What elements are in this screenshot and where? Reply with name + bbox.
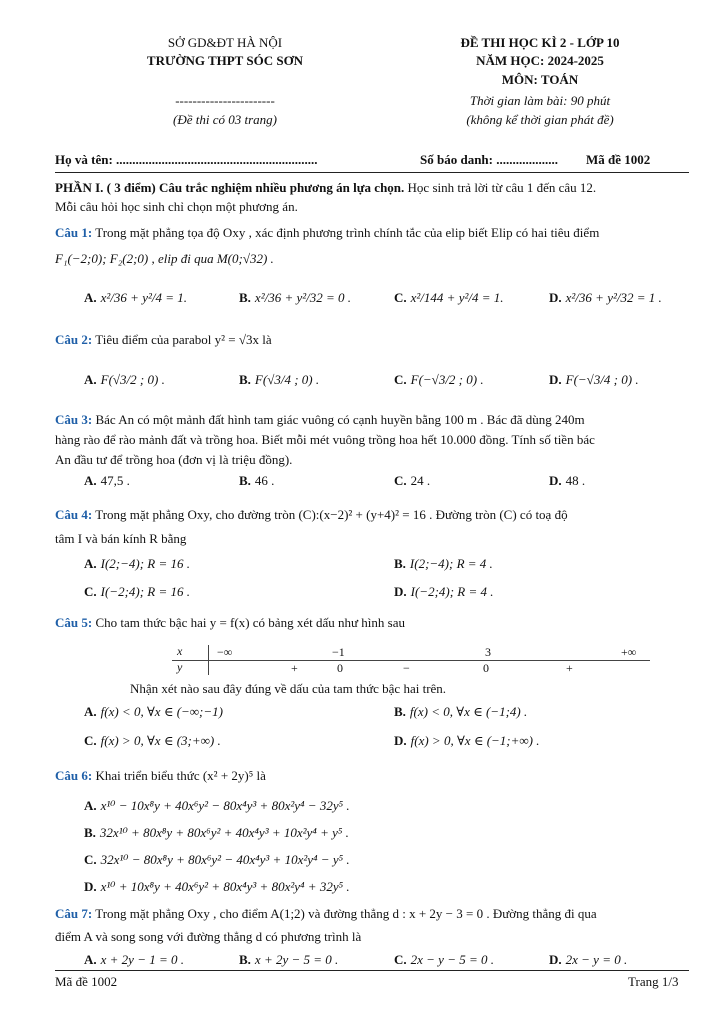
option-letter: B.: [394, 704, 406, 719]
sign-table-y-value: 0: [483, 661, 489, 675]
question-2-options: [84, 372, 704, 388]
option-letter: A.: [84, 290, 97, 305]
option-letter: A.: [84, 473, 97, 488]
option-text: 24 .: [410, 473, 431, 488]
question-3: [55, 412, 585, 428]
part1-instruction: Học sinh trả lời từ câu 1 đến câu 12.: [404, 180, 597, 195]
question-text: Trong mặt phẳng Oxy , cho điểm A(1;2) và đường thẳng d : x + 2y − 3 = 0 . Đường thẳng đi qua: [92, 906, 597, 921]
option-d[interactable]: [394, 584, 704, 600]
option-letter: B.: [84, 825, 96, 840]
part1-instruction-2: Mỗi câu hỏi học sinh chỉ chọn một phương án.: [55, 199, 298, 214]
option-letter: D.: [549, 952, 562, 967]
option-letter: D.: [394, 733, 407, 748]
option-a[interactable]: [84, 952, 239, 968]
sign-table-x-value: −∞: [217, 645, 233, 659]
time-note: (không kể thời gian phát đề): [466, 112, 614, 127]
option-b[interactable]: [239, 952, 394, 968]
question-6: [55, 768, 266, 784]
page-number: Trang 1/3: [628, 974, 679, 989]
option-text: x + 2y − 1 = 0 .: [100, 952, 184, 967]
option-text: x + 2y − 5 = 0 .: [254, 952, 339, 967]
sign-table-vertical: [208, 645, 209, 675]
option-letter: D.: [549, 473, 562, 488]
option-text: x²/36 + y²/32 = 1 .: [565, 290, 662, 305]
option-a[interactable]: [84, 704, 394, 720]
question-1: [55, 225, 599, 241]
option-letter: A.: [84, 798, 97, 813]
option-text: 32x¹⁰ − 80x⁸y + 80x⁶y² − 40x⁴y³ + 10x²y⁴ − y⁵ .: [100, 852, 350, 867]
time-limit: Thời gian làm bài: 90 phút: [469, 93, 611, 108]
question-label: Câu 4:: [55, 507, 93, 522]
option-letter: D.: [549, 290, 562, 305]
exam-code: Mã đề 1002: [586, 152, 651, 167]
option-text: I(2;−4); R = 4 .: [409, 556, 493, 571]
option-letter: C.: [394, 952, 407, 967]
option-text: f(x) < 0, ∀x ∈ (−1;4) .: [409, 704, 528, 719]
option-text: 2x − y − 5 = 0 .: [410, 952, 494, 967]
student-id-field: Số báo danh: ...................: [420, 152, 558, 167]
option-letter: A.: [84, 372, 97, 387]
option-letter: B.: [394, 556, 406, 571]
question-5-options-cd: [84, 733, 704, 749]
question-text: Tiêu điểm của parabol y² = √3x là: [92, 332, 272, 347]
option-text: 48 .: [565, 473, 586, 488]
option-d[interactable]: [394, 733, 704, 749]
question-label: Câu 7:: [55, 906, 93, 921]
question-text: Trong mặt phẳng Oxy, cho đường tròn (C):(x−2)² + (y+4)² = 16 . Đường tròn (C) có toạ độ: [92, 507, 568, 522]
question-5-options-ab: [84, 704, 704, 720]
exam-title: ĐỀ THI HỌC KÌ 2 - LỚP 10: [460, 35, 620, 50]
sign-table-y-value: +: [291, 661, 298, 675]
option-letter: D.: [549, 372, 562, 387]
option-text: x¹⁰ + 10x⁸y + 40x⁶y² + 80x⁴y³ + 80x²y⁴ + 32y⁵ .: [100, 879, 350, 894]
question-label: Câu 3:: [55, 412, 93, 427]
option-text: 47,5 .: [100, 473, 130, 488]
part1-heading: [55, 180, 596, 196]
option-letter: D.: [394, 584, 407, 599]
option-letter: A.: [84, 704, 97, 719]
option-text: x²/36 + y²/4 = 1.: [100, 290, 187, 305]
school-year: NĂM HỌC: 2024-2025: [476, 53, 604, 68]
question-4-line2: tâm I và bán kính R bằng: [55, 531, 187, 546]
option-letter: A.: [84, 556, 97, 571]
option-c[interactable]: [84, 733, 394, 749]
option-a[interactable]: [84, 372, 239, 388]
option-letter: C.: [394, 473, 407, 488]
option-letter: A.: [84, 952, 97, 967]
option-text: F(√3/4 ; 0) .: [254, 372, 320, 387]
option-text: I(−2;4); R = 4 .: [410, 584, 494, 599]
question-text: Cho tam thức bậc hai y = f(x) có bảng xét dấu như hình sau: [92, 615, 405, 630]
option-d[interactable]: [549, 372, 704, 388]
footer-divider: [55, 970, 689, 971]
option-c[interactable]: [84, 584, 394, 600]
option-text: f(x) < 0, ∀x ∈ (−∞;−1): [100, 704, 223, 719]
option-letter: C.: [84, 852, 97, 867]
question-4: [55, 507, 568, 523]
option-b[interactable]: [239, 372, 394, 388]
option-a[interactable]: [84, 798, 350, 814]
option-d[interactable]: [549, 290, 704, 306]
question-text: Trong mặt phẳng tọa độ Oxy , xác định phương trình chính tắc của elip biết Elip có hai tiêu điểm: [92, 225, 600, 240]
option-c[interactable]: [394, 372, 549, 388]
option-c[interactable]: [394, 290, 549, 306]
option-letter: B.: [239, 372, 251, 387]
option-letter: D.: [84, 879, 97, 894]
sign-table-y-value: 0: [337, 661, 343, 675]
option-letter: B.: [239, 473, 251, 488]
option-letter: B.: [239, 290, 251, 305]
option-text: x²/144 + y²/4 = 1.: [410, 290, 504, 305]
option-b[interactable]: [239, 473, 394, 489]
question-2: [55, 332, 272, 348]
sign-table-y-label: y: [177, 660, 183, 674]
option-text: f(x) > 0, ∀x ∈ (−1;+∞) .: [410, 733, 540, 748]
sign-table-x-value: −1: [332, 645, 345, 659]
question-3-options: [84, 473, 704, 489]
school-department: SỞ GD&ĐT HÀ NỘI: [167, 35, 283, 50]
question-3-line2: hàng rào để rào mảnh đất và trồng hoa. Biết mỗi mét vuông trồng hoa hết 10.000 đồng. Tính số tiền bác: [55, 432, 595, 447]
option-c[interactable]: [84, 852, 350, 868]
option-text: f(x) > 0, ∀x ∈ (3;+∞) .: [100, 733, 221, 748]
option-text: 46 .: [254, 473, 275, 488]
subject: MÔN: TOÁN: [501, 72, 579, 87]
question-3-line3: An đầu tư để trồng hoa (đơn vị là triệu đồng).: [55, 452, 293, 467]
header-divider: [55, 172, 689, 173]
question-text: Khai triển biểu thức (x² + 2y)⁵ là: [92, 768, 266, 783]
sign-table-x-value: +∞: [621, 645, 637, 659]
part1-title: PHẦN I. ( 3 điểm) Câu trắc nghiệm nhiều phương án lựa chọn.: [55, 180, 405, 195]
page-count: (Đề thi có 03 trang): [173, 112, 277, 127]
option-d[interactable]: [84, 879, 350, 895]
question-7: [55, 906, 597, 922]
option-c[interactable]: [394, 952, 549, 968]
school-name: TRƯỜNG THPT SÓC SƠN: [146, 53, 304, 68]
option-text: I(2;−4); R = 16 .: [100, 556, 191, 571]
option-text: I(−2;4); R = 16 .: [100, 584, 191, 599]
option-letter: C.: [394, 290, 407, 305]
question-4-options-ab: [84, 556, 704, 572]
option-b[interactable]: [84, 825, 349, 841]
question-label: Câu 1:: [55, 225, 93, 240]
question-4-options-cd: [84, 584, 704, 600]
option-a[interactable]: [84, 556, 394, 572]
option-b[interactable]: [394, 556, 704, 572]
question-5-line2: Nhận xét nào sau đây đúng về dấu của tam thức bậc hai trên.: [130, 681, 447, 696]
question-label: Câu 5:: [55, 615, 93, 630]
question-7-options: [84, 952, 704, 968]
sign-table-x-value: 3: [485, 645, 491, 659]
option-d[interactable]: [549, 473, 704, 489]
option-c[interactable]: [394, 473, 549, 489]
option-letter: B.: [239, 952, 251, 967]
sign-table-y-value: +: [566, 661, 573, 675]
option-text: 2x − y = 0 .: [565, 952, 628, 967]
question-7-line2: điểm A và song song với đường thẳng d có phương trình là: [55, 929, 362, 944]
option-text: F(√3/2 ; 0) .: [100, 372, 165, 387]
option-letter: C.: [84, 584, 97, 599]
student-name-field: Họ và tên: ..............................................................: [55, 152, 318, 167]
option-text: F(−√3/4 ; 0) .: [565, 372, 639, 387]
option-letter: C.: [394, 372, 407, 387]
option-text: F(−√3/2 ; 0) .: [410, 372, 484, 387]
option-text: x²/36 + y²/32 = 0 .: [254, 290, 352, 305]
dash-line: -----------------------: [175, 93, 275, 108]
question-5: [55, 615, 405, 631]
option-text: x¹⁰ − 10x⁸y + 40x⁶y² − 80x⁴y³ + 80x²y⁴ − 32y⁵ .: [100, 798, 350, 813]
question-text: Bác An có một mảnh đất hình tam giác vuông có cạnh huyền bằng 100 m . Bác đã dùng 240m: [92, 412, 585, 427]
option-a[interactable]: [84, 290, 239, 306]
sign-table-y-value: −: [403, 661, 410, 675]
option-d[interactable]: [549, 952, 704, 968]
option-letter: C.: [84, 733, 97, 748]
option-a[interactable]: [84, 473, 239, 489]
option-text: 32x¹⁰ + 80x⁸y + 80x⁶y² + 40x⁴y³ + 10x²y⁴ + y⁵ .: [99, 825, 349, 840]
option-b[interactable]: [239, 290, 394, 306]
sign-table-divider: [172, 660, 650, 661]
question-1-line2: F₁(−2;0); F₂(2;0) , elip đi qua M(0;√32) .: [55, 251, 274, 266]
sign-table-x-label: x: [177, 644, 183, 658]
footer-exam-code: Mã đề 1002: [55, 974, 118, 989]
option-b[interactable]: [394, 704, 704, 720]
question-1-options: [84, 290, 704, 306]
question-label: Câu 6:: [55, 768, 93, 783]
question-label: Câu 2:: [55, 332, 93, 347]
